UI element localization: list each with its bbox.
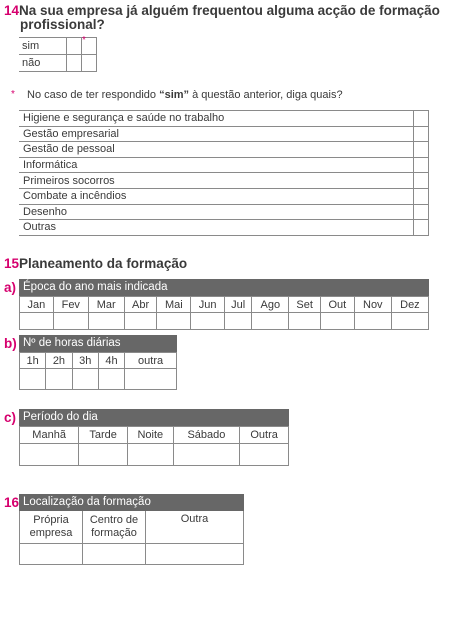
section-header: Período do dia: [19, 409, 289, 426]
location-grid: [19, 511, 244, 565]
required-mark: *: [82, 35, 86, 46]
list-item-checkbox[interactable]: [414, 188, 429, 204]
list-item: [19, 157, 429, 173]
list-item-checkbox[interactable]: [414, 111, 429, 127]
period-checkbox[interactable]: [79, 444, 128, 466]
hours-label: outra: [125, 353, 177, 369]
month-label: Nov: [354, 297, 391, 313]
question-number: 16: [4, 495, 20, 510]
hours-grid: [19, 352, 177, 390]
section-header: Localização da formação: [19, 494, 244, 511]
hours-checkbox[interactable]: [98, 369, 124, 390]
section-header: Nº de horas diárias: [19, 335, 177, 352]
location-label: [83, 511, 146, 544]
subquestion-letter: c): [4, 410, 17, 425]
location-label-line: formação: [91, 527, 137, 539]
period-label: Noite: [128, 427, 174, 444]
list-item: [19, 188, 429, 204]
location-label-line: Própria: [33, 514, 69, 526]
checkbox-nao-2[interactable]: [82, 55, 97, 72]
list-item-checkbox[interactable]: [414, 126, 429, 142]
hours-checkbox[interactable]: [72, 369, 98, 390]
month-label: Mai: [157, 297, 191, 313]
question-title: Planeamento da formação: [19, 256, 188, 271]
month-label: Out: [320, 297, 354, 313]
month-label: Set: [289, 297, 321, 313]
location-checkbox[interactable]: [146, 544, 244, 565]
hours-label: 1h: [20, 353, 46, 369]
checkbox-sim[interactable]: [67, 38, 82, 55]
month-checkbox[interactable]: [225, 313, 252, 330]
required-mark: *: [11, 89, 15, 100]
month-label: Ago: [252, 297, 289, 313]
followup-text: à questão anterior, diga quais?: [189, 89, 343, 101]
training-list: [19, 110, 429, 236]
question-number: 14: [4, 3, 20, 18]
location-label-line: Centro de: [89, 514, 139, 526]
period-grid: [19, 426, 289, 466]
period-label: Tarde: [79, 427, 128, 444]
list-item-label: Gestão de pessoal: [19, 142, 414, 158]
checkbox-nao[interactable]: [67, 55, 82, 72]
month-checkbox[interactable]: [20, 313, 54, 330]
list-item-label: Outras: [19, 220, 414, 236]
question-title-cont: profissional?: [20, 17, 105, 32]
month-checkbox[interactable]: [191, 313, 225, 330]
month-checkbox[interactable]: [320, 313, 354, 330]
list-item-checkbox[interactable]: [414, 173, 429, 189]
month-label: Abr: [124, 297, 157, 313]
list-item-label: Higiene e segurança e saúde no trabalho: [19, 111, 414, 127]
option-label: sim: [19, 38, 67, 55]
list-item: [19, 204, 429, 220]
followup-question: [27, 89, 343, 101]
month-checkbox[interactable]: [53, 313, 88, 330]
list-item-label: Informática: [19, 157, 414, 173]
hours-checkbox[interactable]: [46, 369, 72, 390]
period-checkbox[interactable]: [128, 444, 174, 466]
month-label: Jun: [191, 297, 225, 313]
section-header: Época do ano mais indicada: [19, 279, 429, 296]
month-label: Mar: [88, 297, 124, 313]
subquestion-letter: a): [4, 280, 17, 295]
question-15: [4, 255, 187, 273]
hours-label: 3h: [72, 353, 98, 369]
subquestion-letter: b): [4, 336, 17, 351]
followup-text: No caso de ter respondido: [27, 89, 160, 101]
location-label-line: empresa: [29, 527, 73, 539]
month-label: Dez: [391, 297, 428, 313]
month-checkbox[interactable]: [124, 313, 157, 330]
list-item-checkbox[interactable]: [414, 204, 429, 220]
month-checkbox[interactable]: [391, 313, 428, 330]
period-label: Outra: [240, 427, 289, 444]
hours-checkbox[interactable]: [125, 369, 177, 390]
option-label: não: [19, 55, 67, 72]
period-checkbox[interactable]: [240, 444, 289, 466]
list-item: [19, 220, 429, 236]
period-checkbox[interactable]: [20, 444, 79, 466]
period-label: Sábado: [173, 427, 240, 444]
location-checkbox[interactable]: [20, 544, 83, 565]
hours-checkbox[interactable]: [20, 369, 46, 390]
hours-label: 2h: [46, 353, 72, 369]
months-grid: [19, 296, 429, 330]
list-item-label: Desenho: [19, 204, 414, 220]
month-checkbox[interactable]: [157, 313, 191, 330]
list-item-label: Primeiros socorros: [19, 173, 414, 189]
list-item-checkbox[interactable]: [414, 157, 429, 173]
option-row: [19, 55, 97, 72]
list-item: [19, 142, 429, 158]
list-item: [19, 111, 429, 127]
question-title: Na sua empresa já alguém frequentou alguma acção de formação: [19, 3, 440, 18]
list-item-checkbox[interactable]: [414, 142, 429, 158]
location-label: [20, 511, 83, 544]
period-checkbox[interactable]: [173, 444, 240, 466]
month-checkbox[interactable]: [252, 313, 289, 330]
month-checkbox[interactable]: [289, 313, 321, 330]
month-checkbox[interactable]: [88, 313, 124, 330]
month-checkbox[interactable]: [354, 313, 391, 330]
period-label: Manhã: [20, 427, 79, 444]
list-item-checkbox[interactable]: [414, 220, 429, 236]
list-item: [19, 126, 429, 142]
month-label: Jul: [225, 297, 252, 313]
question-number: 15: [4, 256, 20, 271]
location-label: Outra: [146, 511, 244, 544]
location-checkbox[interactable]: [83, 544, 146, 565]
hours-label: 4h: [98, 353, 124, 369]
list-item-label: Combate a incêndios: [19, 188, 414, 204]
list-item-label: Gestão empresarial: [19, 126, 414, 142]
list-item: [19, 173, 429, 189]
month-label: Fev: [53, 297, 88, 313]
month-label: Jan: [20, 297, 54, 313]
followup-bold: “sim”: [159, 89, 190, 101]
